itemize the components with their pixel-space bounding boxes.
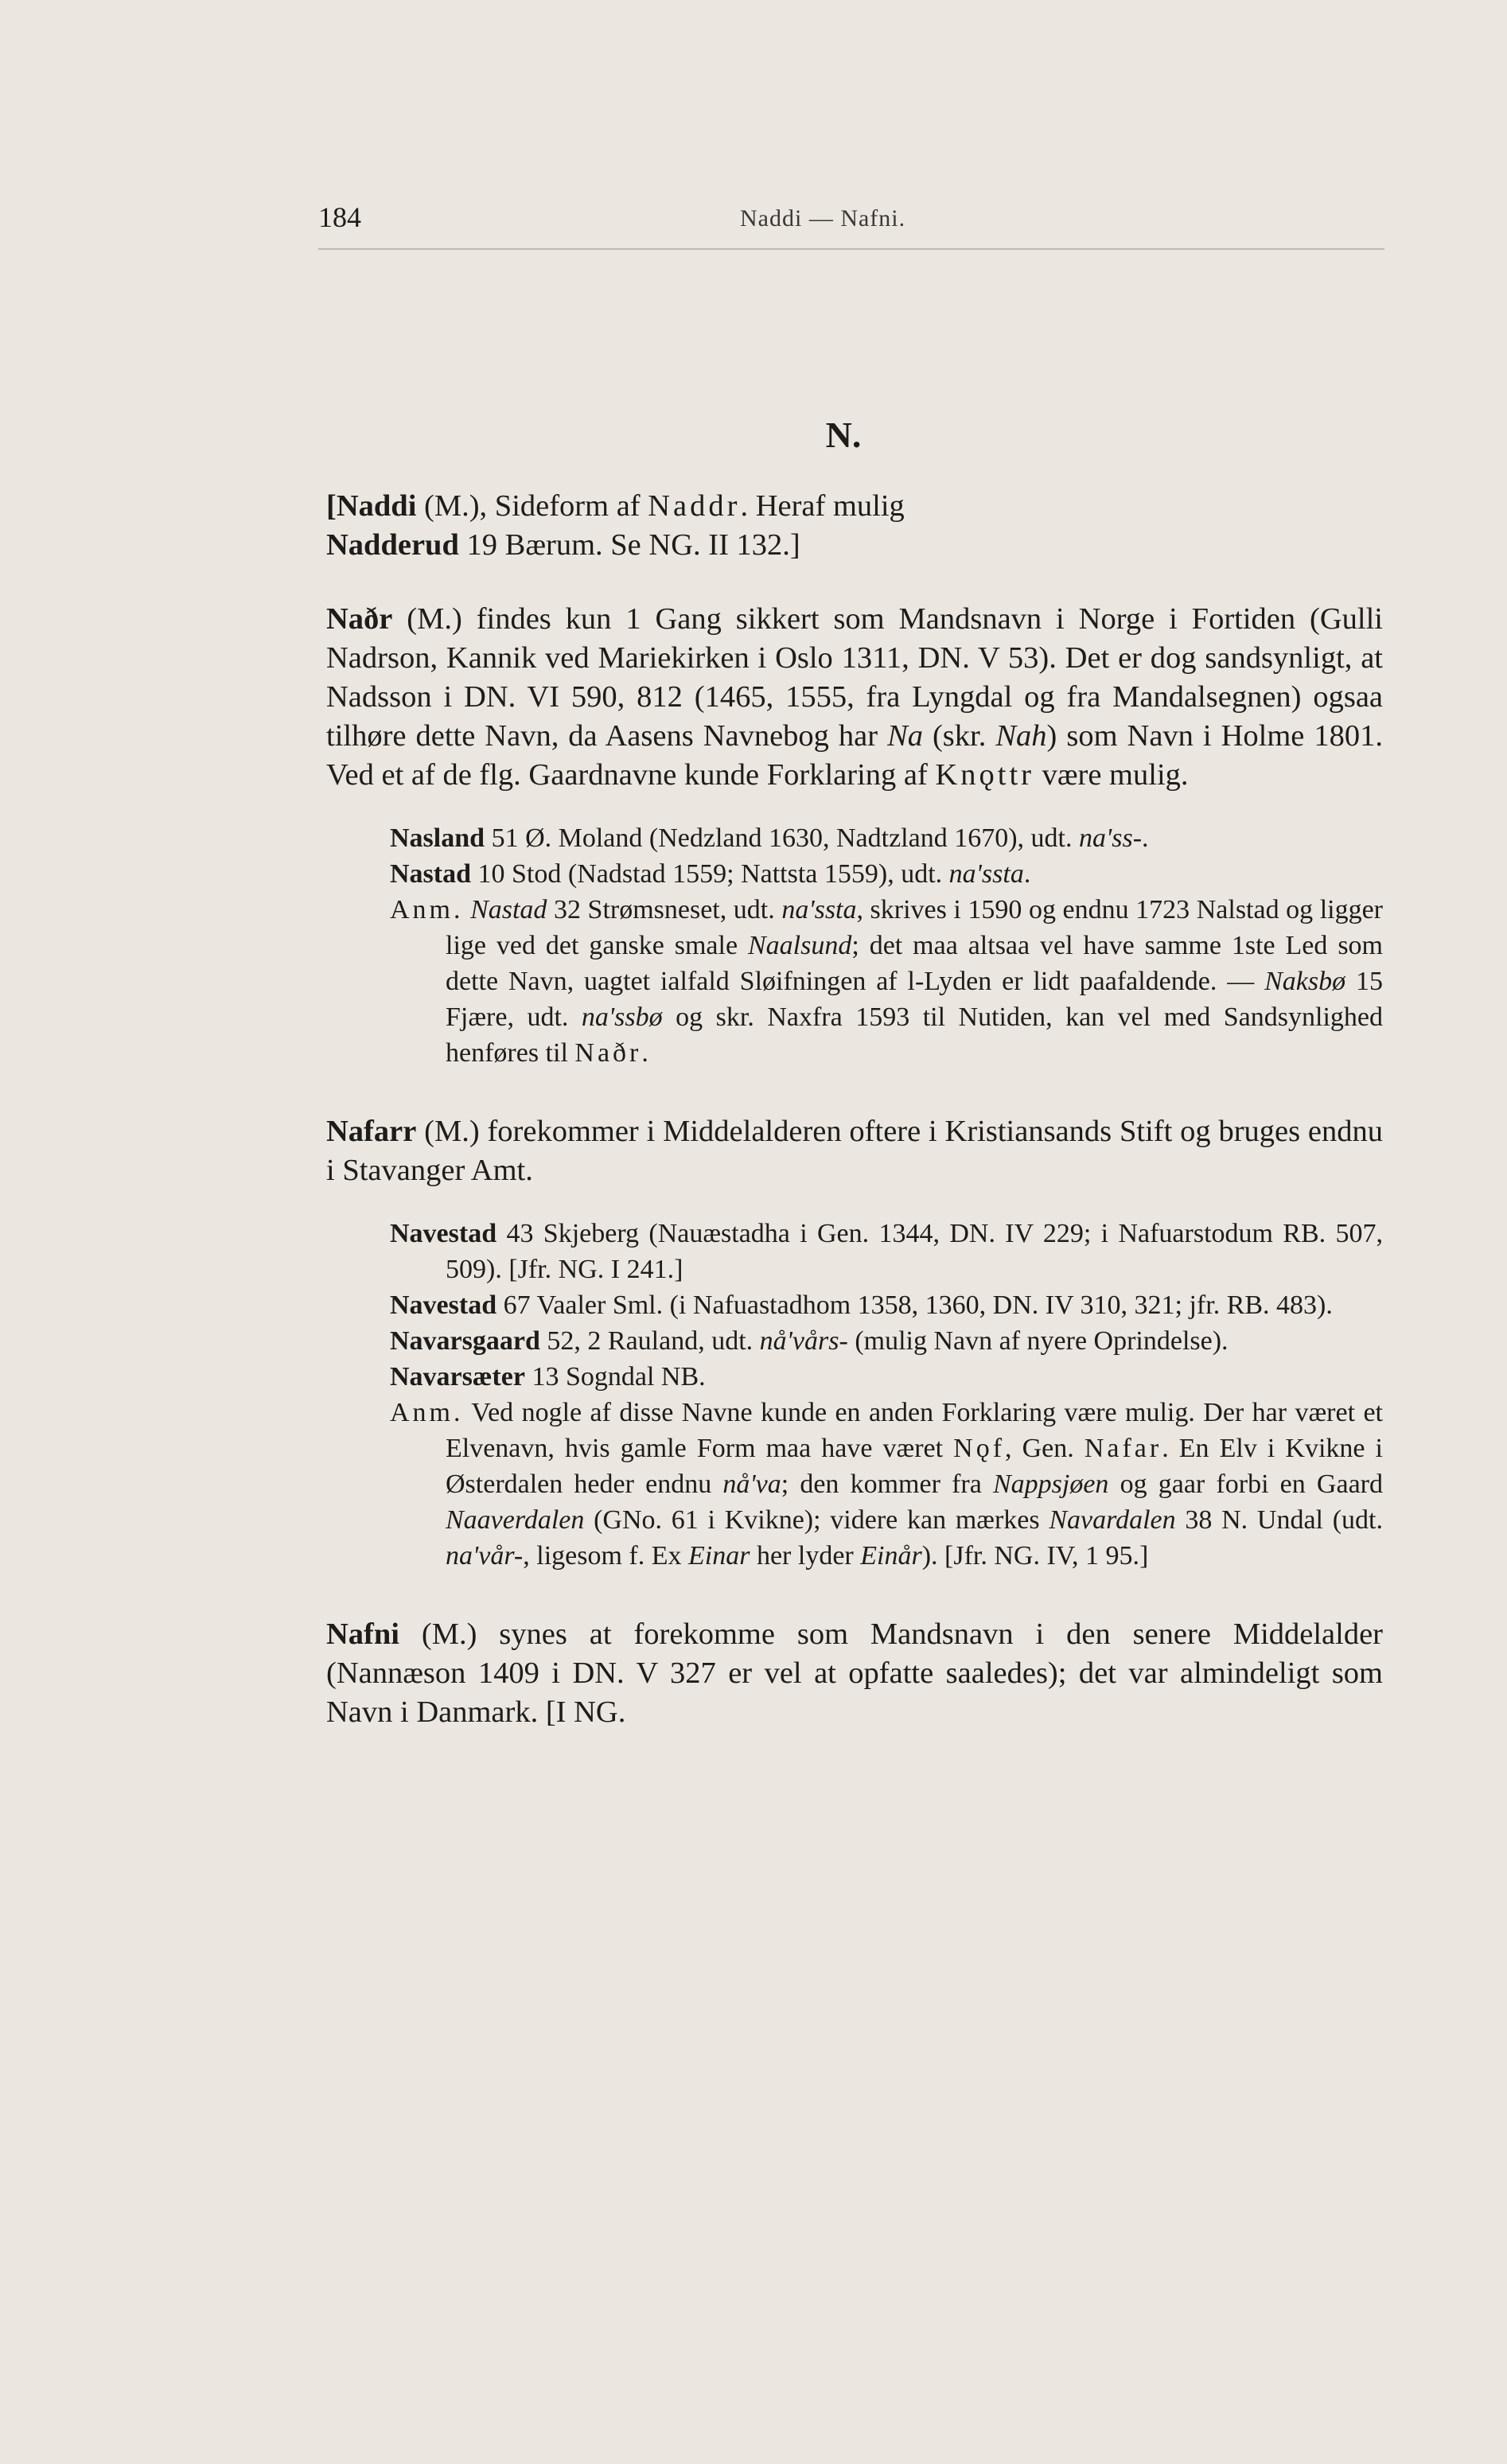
headword: Nafni <box>326 1617 399 1651</box>
entry-nafni: Nafni (M.) synes at forekomme som Mandsnavn i den senere Middelalder (Nannæson 1409 i DN. V 327 er vel at opfatte saaledes); det var almindeligt som Navn i Danmark. [I NG. <box>326 1617 1383 1729</box>
entry-navestad-1: Navestad 43 Skjeberg (Nauæstadha i Gen. 1344, DN. IV 229; i Nafuarstodum RB. 507, 509). [Jfr. NG. I 241.] <box>390 1219 1383 1284</box>
page-header <box>318 200 1384 248</box>
header-rule <box>318 248 1384 250</box>
headword: [Naddi <box>326 489 417 523</box>
note-anm-2: Anm. Ved nogle af disse Navne kunde en anden Forklaring være mulig. Der har været et Elvenavn, hvis gamle Form maa have været Nǫf, Gen. Nafar. En Elv i Kvikne i Østerdalen heder endnu nå'va; den kommer fra Nappsjøen og gaar forbi en Gaard Naaverdalen (GNo. 61 i Kvikne); videre kan mærkes Navardalen 38 N. Undal (udt. na'vår-, ligesom f. Ex Einar her lyder Einår). [Jfr. NG. IV, 1 95.] <box>390 1398 1383 1571</box>
running-title: Naddi — Nafni. <box>740 205 906 232</box>
headword: Nadderud <box>326 528 459 562</box>
headword: Naðr <box>326 602 393 636</box>
section-letter: N. <box>825 415 862 455</box>
headword: Navestad <box>390 1219 497 1248</box>
entry-nadr: Naðr (M.) findes kun 1 Gang sikkert som Mandsnavn i Norge i Fortiden (Gulli Nadrson, Kannik ved Mariekirken i Oslo 1311, DN. V 53). Det er dog sandsynligt, at Nadsson i DN. VI 590, 812 (1465, 1555, fra Lyngdal og fra Mandalsegnen) ogsaa tilhøre dette Navn, da Aasens Navnebog har Na (skr. Nah) som Navn i Holme 1801. Ved et af de flg. Gaardnavne kunde Forklaring af Knǫttr være mulig. <box>326 602 1383 792</box>
entry-nasland: Nasland 51 Ø. Moland (Nedzland 1630, Nadtzland 1670), udt. na'ss-. <box>390 823 1149 853</box>
note-anm-1: Anm. Nastad 32 Strømsneset, udt. na'ssta, skrives i 1590 og endnu 1723 Nalstad og ligger lige ved det ganske smale Naalsund; det maa altsaa vel have samme 1ste Led som dette Navn, uagtet ialfald Sløifningen af l-Lyden er lidt paafaldende. — Naksbø 15 Fjære, udt. na'ssbø og skr. Naxfra 1593 til Nutiden, kan vel med Sandsynlighed henføres til Naðr. <box>390 895 1384 1068</box>
headword: Nafarr <box>326 1115 417 1148</box>
entry-naddi: [Naddi (M.), Sideform af Naddr. Heraf mulig Nadderud 19 Bærum. Se NG. II 132.] <box>326 489 905 562</box>
entry-navarsaeter: Navarsæter 13 Sogndal NB. <box>390 1362 706 1392</box>
entry-navarsgaard: Navarsgaard 52, 2 Rauland, udt. nå'vårs- (mulig Navn af nyere Oprindelse). <box>390 1326 1229 1356</box>
dictionary-text <box>326 487 1383 1732</box>
headword: Navestad <box>390 1290 497 1320</box>
headword: Navarsæter <box>390 1362 525 1392</box>
headword: Nastad <box>390 859 472 889</box>
entry-navestad-2: Navestad 67 Vaaler Sml. (i Nafuastadhom 1358, 1360, DN. IV 310, 321; jfr. RB. 483). <box>390 1290 1333 1320</box>
entry-nastad: Nastad 10 Stod (Nadstad 1559; Nattsta 1559), udt. na'ssta. <box>390 859 1031 889</box>
headword: Nasland <box>390 823 485 853</box>
page-number: 184 <box>318 201 361 233</box>
headword: Navarsgaard <box>390 1326 540 1356</box>
entry-nafarr: Nafarr (M.) forekommer i Middelalderen oftere i Kristiansands Stift og bruges endnu i Stavanger Amt. <box>326 1115 1383 1187</box>
